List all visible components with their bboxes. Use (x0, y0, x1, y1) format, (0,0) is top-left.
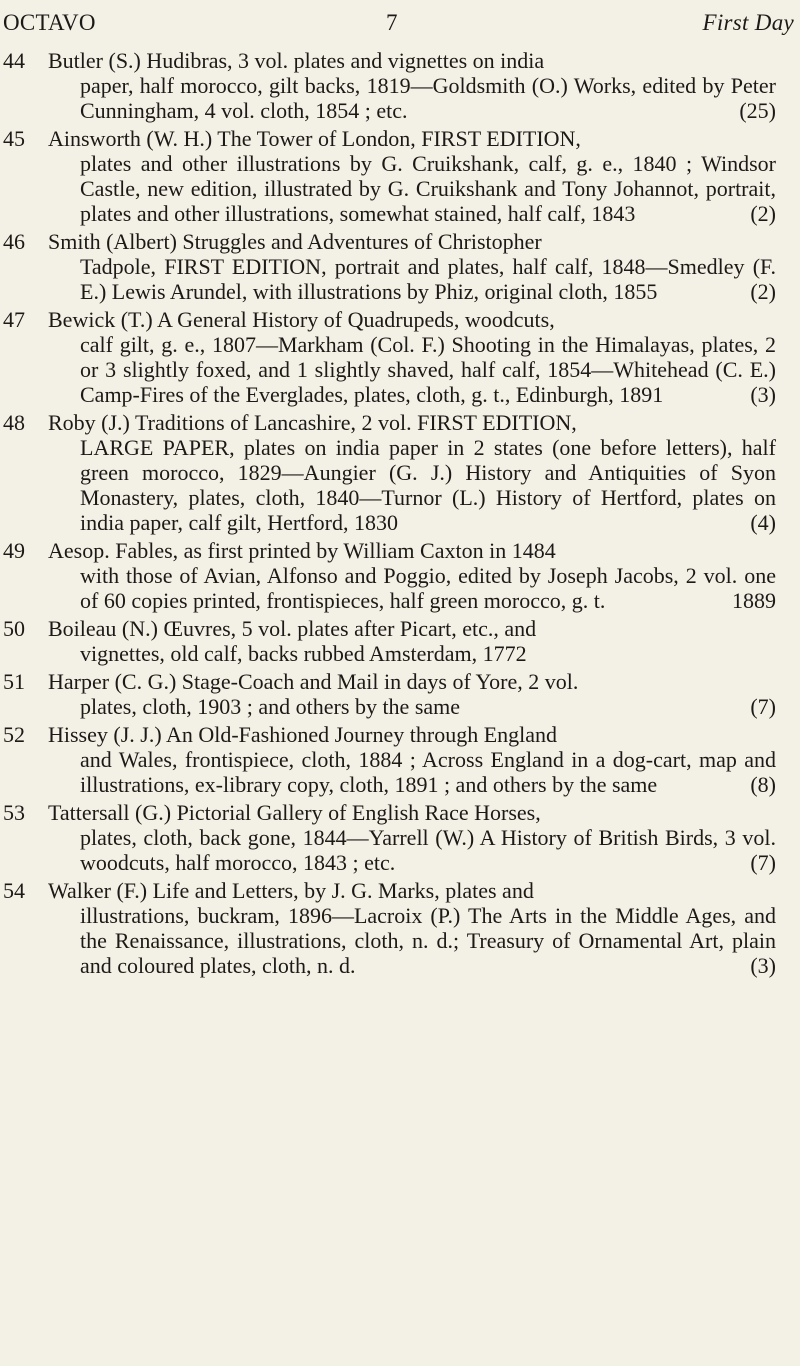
lot-entry (0, 878, 800, 978)
lot-description-first: Roby (J.) Traditions of Lancashire, 2 vol. FIRST EDITION, (48, 410, 577, 435)
lot-entry (0, 307, 800, 407)
lot-description-first: Aesop. Fables, as first printed by William Caxton in 1484 (48, 538, 556, 563)
lot-entry (0, 669, 800, 719)
lot-entry (0, 538, 800, 613)
lot-price: (8) (750, 772, 776, 797)
lot-description-first: Boileau (N.) Œuvres, 5 vol. plates after Picart, etc., and (48, 616, 537, 641)
lot-number: 50 (3, 616, 25, 641)
lot-number: 45 (3, 126, 25, 151)
lot-number: 53 (3, 800, 25, 825)
lot-price: (4) (750, 510, 776, 535)
lot-number: 51 (3, 669, 25, 694)
lot-price: (3) (750, 953, 776, 978)
lot-entry (0, 616, 800, 666)
page-header (0, 10, 800, 38)
lot-price: (7) (750, 694, 776, 719)
lot-price: (2) (750, 201, 776, 226)
lot-description: paper, half morocco, gilt backs, 1819—Goldsmith (O.) Works, edited by Peter Cunningham, 4 vol. cloth, 1854 ; etc. (80, 73, 776, 123)
lot-description: vignettes, old calf, backs rubbed Amsterdam, 1772 (80, 641, 527, 666)
lot-description-first: Ainsworth (W. H.) The Tower of London, FIRST EDITION, (48, 126, 581, 151)
lot-description: and Wales, frontispiece, cloth, 1884 ; Across England in a dog-cart, map and illustrations, ex-library copy, cloth, 1891 ; and others by the same (80, 747, 776, 797)
lot-entry (0, 410, 800, 535)
lot-entry (0, 229, 800, 304)
lot-description-first: Smith (Albert) Struggles and Adventures of Christopher (48, 229, 542, 254)
lot-number: 47 (3, 307, 25, 332)
lot-description: calf gilt, g. e., 1807—Markham (Col. F.) Shooting in the Himalayas, plates, 2 or 3 slightly foxed, and 1 slightly shaved, half calf, 1854—Whitehead (C. E.) Camp-Fires of the Everglades, plates, cloth, g. t., Edinburgh, 1891 (80, 332, 776, 407)
lot-description: LARGE PAPER, plates on india paper in 2 states (one before letters), half green morocco, 1829—Aungier (G. J.) History and Antiquities of Syon Monastery, plates, cloth, 1840—Turnor (L.) History of Hertford, plates on india paper, calf gilt, Hertford, 1830 (80, 435, 776, 535)
lot-description: plates and other illustrations by G. Cruikshank, calf, g. e., 1840 ; Windsor Castle, new edition, illustrated by G. Cruikshank and Tony Johannot, portrait, plates and other illustrations, somewhat stained, half calf, 1843 (80, 151, 776, 226)
lot-list (0, 48, 800, 981)
lot-description: Tadpole, FIRST EDITION, portrait and plates, half calf, 1848—Smedley (F. E.) Lewis Arundel, with illustrations by Phiz, original cloth, 1855 (80, 254, 776, 304)
lot-price: (3) (750, 382, 776, 407)
lot-number: 46 (3, 229, 25, 254)
lot-description-first: Walker (F.) Life and Letters, by J. G. Marks, plates and (48, 878, 534, 903)
lot-entry (0, 48, 800, 123)
lot-entry (0, 722, 800, 797)
lot-description: illustrations, buckram, 1896—Lacroix (P.) The Arts in the Middle Ages, and the Renaissance, illustrations, cloth, n. d.; Treasury of Ornamental Art, plain and coloured plates, cloth, n. d. (80, 903, 776, 978)
page-number: 7 (386, 10, 398, 35)
lot-number: 52 (3, 722, 25, 747)
lot-number: 44 (3, 48, 25, 73)
lot-description-first: Tattersall (G.) Pictorial Gallery of English Race Horses, (48, 800, 541, 825)
lot-price: (7) (750, 850, 776, 875)
lot-number: 49 (3, 538, 25, 563)
lot-entry (0, 126, 800, 226)
lot-entry (0, 800, 800, 875)
lot-number: 54 (3, 878, 25, 903)
lot-description: plates, cloth, 1903 ; and others by the same (80, 694, 461, 719)
lot-description: plates, cloth, back gone, 1844—Yarrell (W.) A History of British Birds, 3 vol. woodcuts, half morocco, 1843 ; etc. (80, 825, 776, 875)
lot-description-first: Hissey (J. J.) An Old-Fashioned Journey through England (48, 722, 558, 747)
lot-price: (2) (750, 279, 776, 304)
lot-number: 48 (3, 410, 25, 435)
lot-description-first: Harper (C. G.) Stage-Coach and Mail in days of Yore, 2 vol. (48, 669, 579, 694)
lot-price: (25) (739, 98, 776, 123)
lot-description-first: Butler (S.) Hudibras, 3 vol. plates and vignettes on india (48, 48, 545, 73)
lot-description: with those of Avian, Alfonso and Poggio, edited by Joseph Jacobs, 2 vol. one of 60 copies printed, frontispieces, half green morocco, g. t. (80, 563, 776, 613)
lot-price: 1889 (732, 588, 776, 613)
header-day-label: First Day (702, 10, 794, 35)
header-section-title: OCTAVO (3, 10, 96, 35)
lot-description-first: Bewick (T.) A General History of Quadrupeds, woodcuts, (48, 307, 555, 332)
